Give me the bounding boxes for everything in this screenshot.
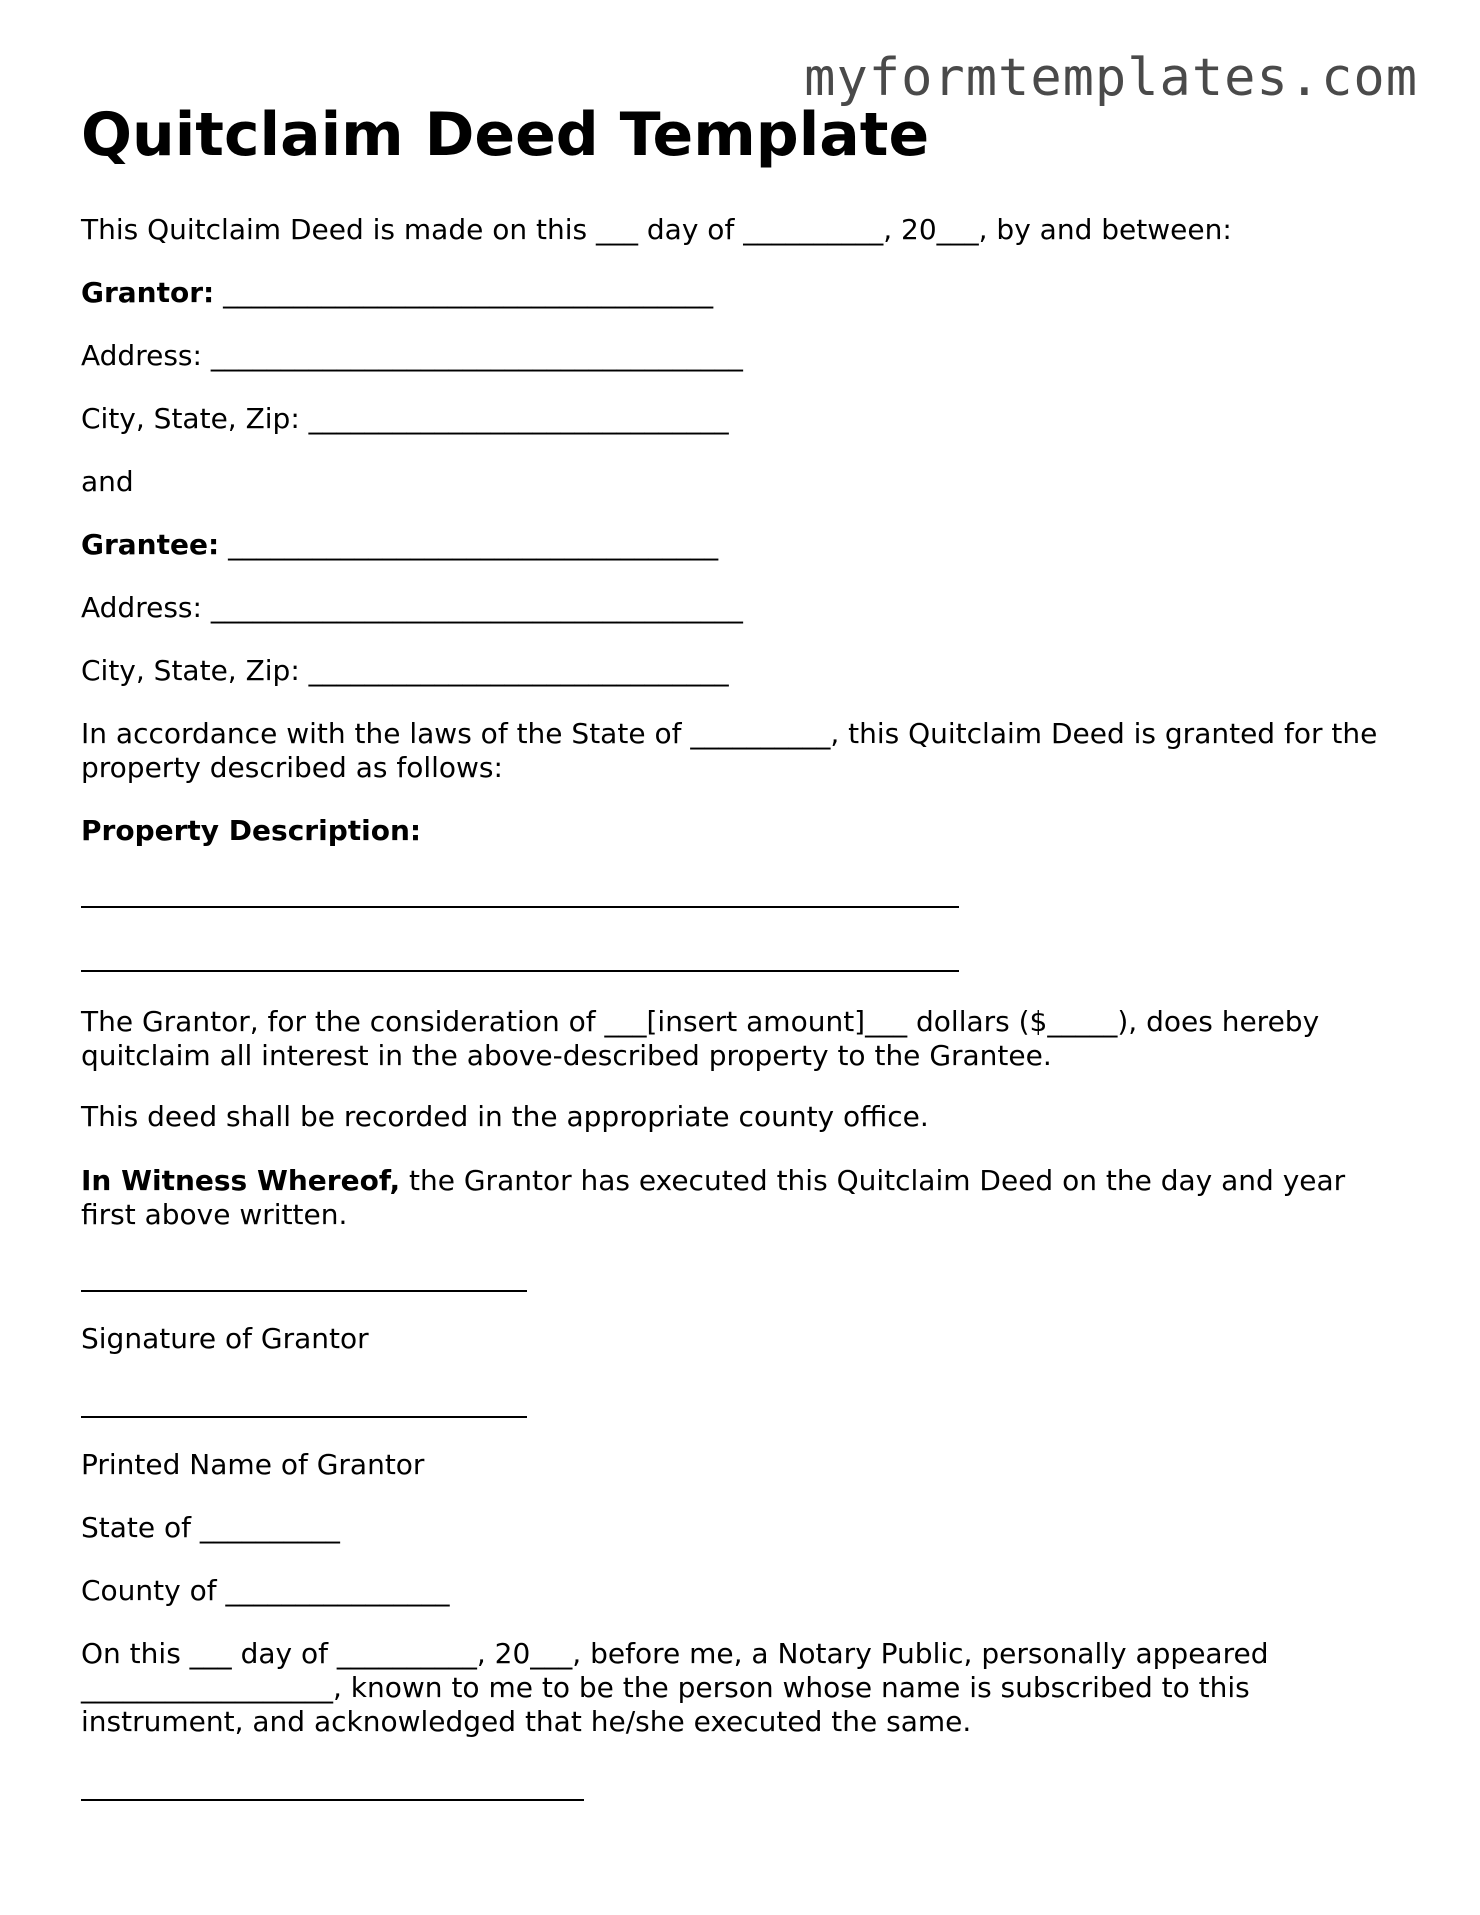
- notary-paragraph: On this ___ day of __________, 20___, before me, a Notary Public, personally appeared __________________, known to me to be the person whose name is subscribed to this instrument, and acknowledged that he/she executed the same.: [81, 1637, 1269, 1738]
- signature-label: Signature of Grantor: [81, 1322, 369, 1355]
- state-of-line: State of __________: [81, 1511, 340, 1544]
- printed-name-line: [81, 1416, 527, 1418]
- consideration-paragraph: The Grantor, for the consideration of ___[insert amount]___ dollars ($_____), does hereby quitclaim all interest in the above-described property to the Grantee.: [81, 1005, 1320, 1072]
- witness-bold: In Witness Whereof,: [81, 1164, 401, 1197]
- grantee-city-line: City, State, Zip: ______________________________: [81, 654, 729, 687]
- signature-line: [81, 1290, 527, 1292]
- recorded-text: This deed shall be recorded in the appropriate county office.: [81, 1100, 929, 1133]
- laws-paragraph: In accordance with the laws of the State of __________, this Quitclaim Deed is granted for the property described as follows:: [81, 717, 1378, 784]
- witness-rest: the Grantor has executed this Quitclaim Deed on the day and year first above written.: [81, 1164, 1346, 1231]
- grantor-city-line: City, State, Zip: ______________________________: [81, 402, 729, 435]
- grantor-label: Grantor:: [81, 276, 215, 309]
- and-text: and: [81, 465, 134, 498]
- grantee-address-line: Address: ______________________________________: [81, 591, 743, 624]
- intro-text: This Quitclaim Deed is made on this ___ day of __________, 20___, by and between:: [81, 213, 1232, 246]
- notary-signature-line: [81, 1799, 584, 1801]
- grantee-label: Grantee:: [81, 528, 220, 561]
- county-of-line: County of ________________: [81, 1574, 450, 1607]
- grantor-address-line: Address: ______________________________________: [81, 339, 743, 372]
- grantor-name-blank: ___________________________________: [214, 276, 714, 309]
- watermark: myformtemplates.com: [804, 48, 1418, 108]
- grantee-name-blank: ___________________________________: [219, 528, 719, 561]
- witness-paragraph: [81, 1164, 1399, 1232]
- grantee-name-line: [81, 528, 718, 562]
- printed-name-label: Printed Name of Grantor: [81, 1448, 425, 1481]
- page-title: Quitclaim Deed Template: [81, 100, 930, 170]
- property-description-line-1: [81, 906, 959, 908]
- grantor-name-line: [81, 276, 713, 310]
- property-description-line-2: [81, 970, 959, 972]
- property-description-label: Property Description:: [81, 814, 422, 847]
